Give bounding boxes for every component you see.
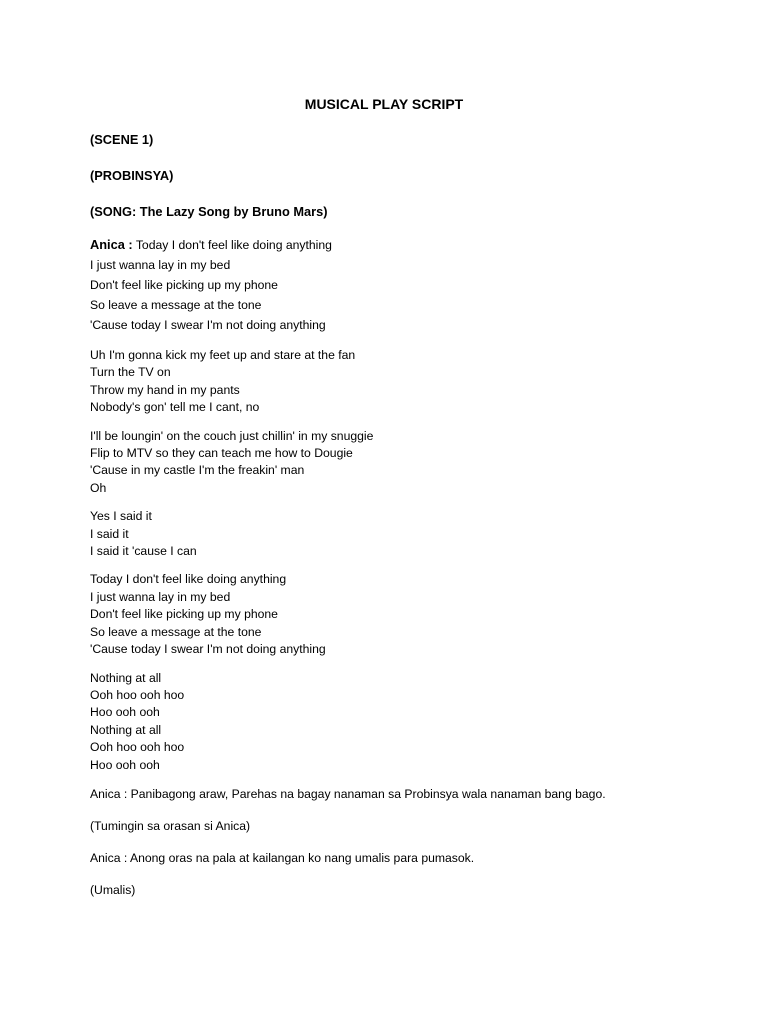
scene-heading: (SCENE 1) xyxy=(90,132,154,147)
lyric-line: Hoo ooh ooh xyxy=(90,705,160,720)
lyric-line: I'll be loungin' on the couch just chillin' in my snuggie xyxy=(90,428,374,443)
lyric-line: Ooh hoo ooh hoo xyxy=(90,687,185,702)
lyric-line: Yes I said it xyxy=(90,509,152,524)
lyric-line: Nothing at all xyxy=(90,722,162,737)
stage-direction: (Umalis) xyxy=(90,882,136,897)
lyrics-stanza xyxy=(90,508,730,560)
lyric-line: 'Cause in my castle I'm the freakin' man xyxy=(90,463,305,478)
lyric-line: So leave a message at the tone xyxy=(90,298,262,312)
lyric-line: Throw my hand in my pants xyxy=(90,382,240,397)
lyric-line: So leave a message at the tone xyxy=(90,624,262,639)
location-heading: (PROBINSYA) xyxy=(90,168,174,183)
lyric-line: 'Cause today I swear I'm not doing anything xyxy=(90,642,326,657)
lyric-line: Ooh hoo ooh hoo xyxy=(90,740,185,755)
script-body xyxy=(90,130,730,913)
speaker-name: Anica : xyxy=(90,237,133,252)
lyric-line: Nobody's gon' tell me I cant, no xyxy=(90,400,260,415)
lyric-line: I just wanna lay in my bed xyxy=(90,589,231,604)
lyric-line: Uh I'm gonna kick my feet up and stare at the fan xyxy=(90,348,356,362)
lyric-line: I said it 'cause I can xyxy=(90,544,197,559)
lyric-line: Flip to MTV so they can teach me how to Dougie xyxy=(90,446,353,461)
lyric-line xyxy=(90,235,730,255)
lyrics-stanza xyxy=(90,428,730,498)
lyric-line: Don't feel like picking up my phone xyxy=(90,607,278,622)
page-title: MUSICAL PLAY SCRIPT xyxy=(304,96,464,112)
lyric-line: Hoo ooh ooh xyxy=(90,757,160,772)
lyric-text: Today I don't feel like doing anything xyxy=(132,238,332,252)
dialogue-line: Anica : Anong oras na pala at kailangan ko nang umalis para pumasok. xyxy=(90,850,475,865)
stage-direction: (Tumingin sa orasan si Anica) xyxy=(90,818,251,833)
lyric-line: Turn the TV on xyxy=(90,365,171,380)
lyric-line: Don't feel like picking up my phone xyxy=(90,278,278,292)
lyric-line: 'Cause today I swear I'm not doing anything xyxy=(90,318,326,332)
song-heading: (SONG: The Lazy Song by Bruno Mars) xyxy=(90,204,328,219)
lyric-line: Oh xyxy=(90,480,107,495)
lyric-line: I just wanna lay in my bed xyxy=(90,258,231,272)
dialogue-line: Anica : Panibagong araw, Parehas na bagay nanaman sa Probinsya wala nanaman bang bago. xyxy=(90,786,606,801)
lyrics-stanza xyxy=(90,235,730,335)
lyrics-stanza xyxy=(90,571,730,658)
lyrics-stanza xyxy=(90,670,730,774)
lyric-line: I said it xyxy=(90,526,129,541)
lyric-line: Today I don't feel like doing anything xyxy=(90,572,287,587)
lyric-line: Nothing at all xyxy=(90,670,162,685)
lyrics-stanza xyxy=(90,347,730,417)
